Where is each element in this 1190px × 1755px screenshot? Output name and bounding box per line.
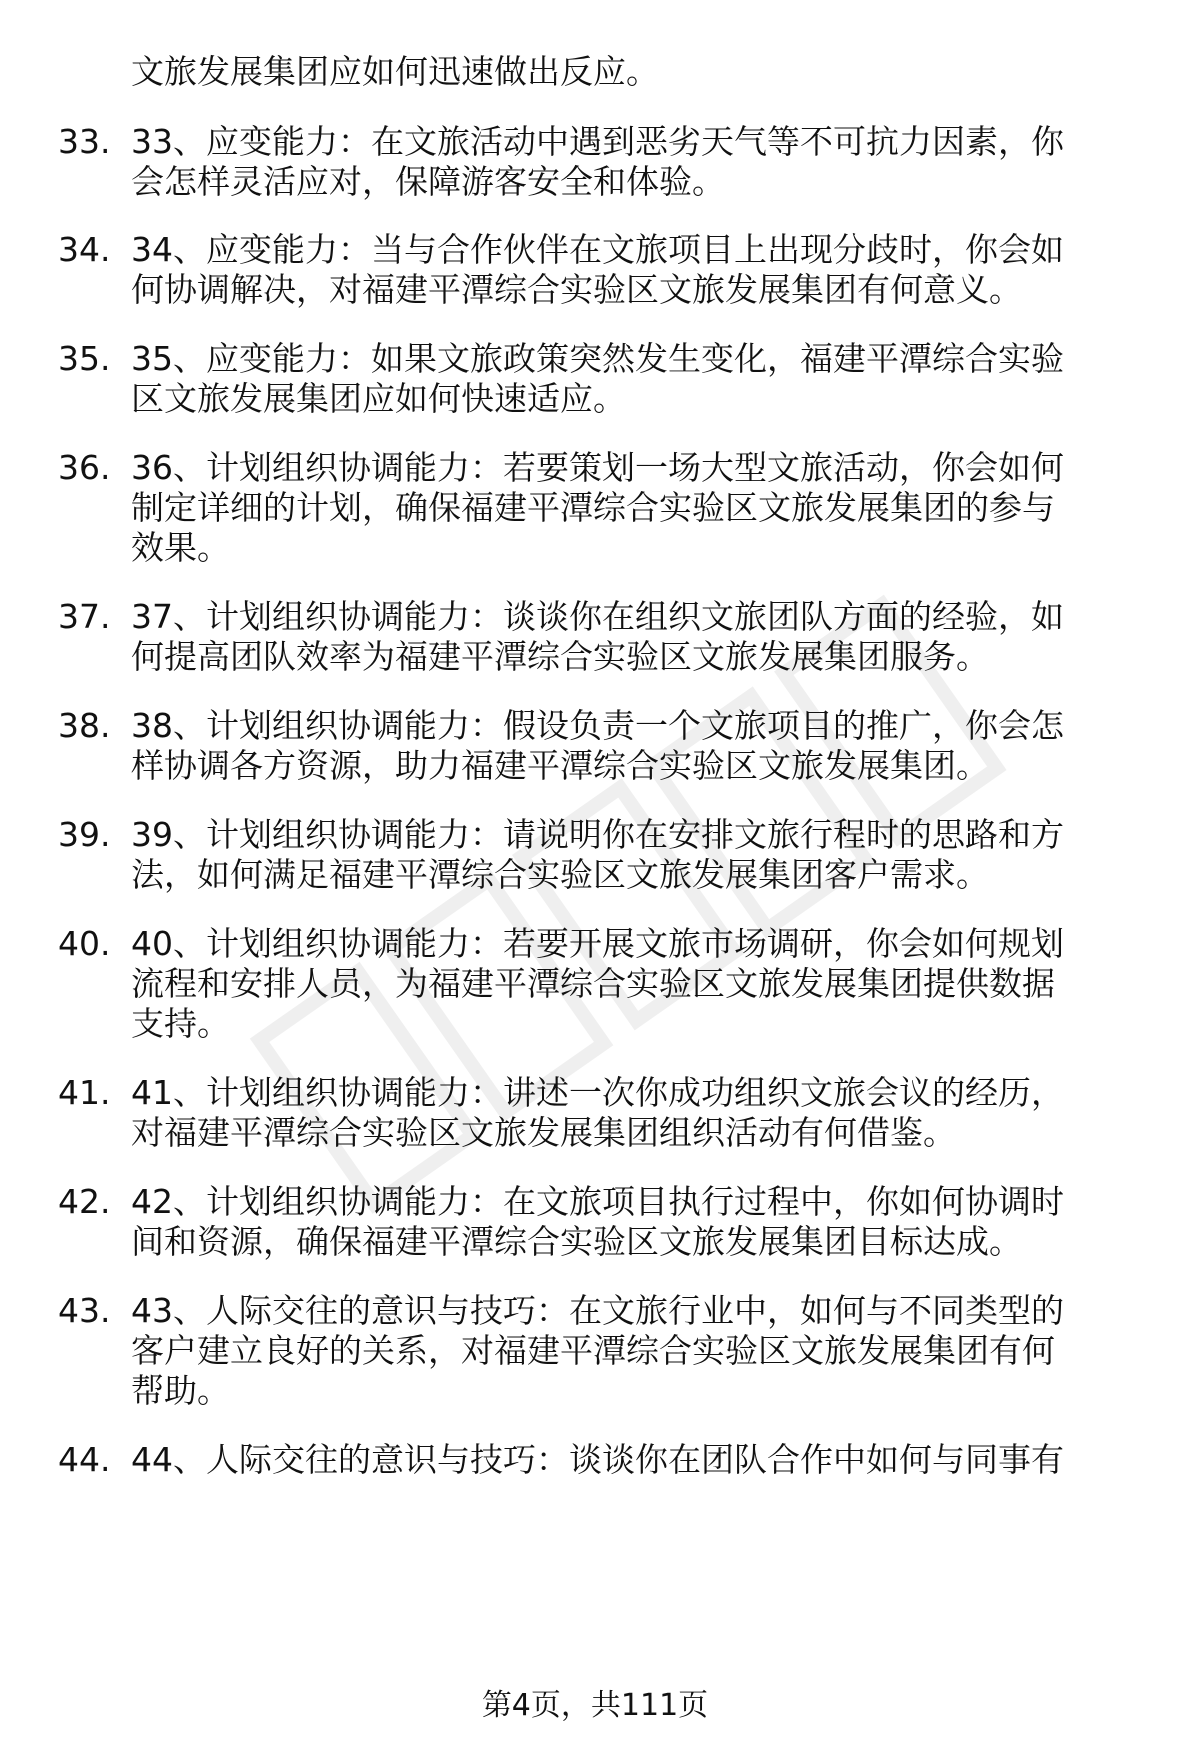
question-text-line: 流程和安排人员，为福建平潭综合实验区文旅发展集团提供数据 — [131, 964, 1055, 1003]
question-text-line: 何提高团队效率为福建平潭综合实验区文旅发展集团服务。 — [131, 637, 989, 676]
question-text-line: 客户建立良好的关系，对福建平潭综合实验区文旅发展集团有何 — [131, 1331, 1055, 1370]
question-text-line: 对福建平潭综合实验区文旅发展集团组织活动有何借鉴。 — [131, 1113, 956, 1152]
question-text-line: 39、计划组织协调能力：请说明你在安排文旅行程时的思路和方 — [131, 815, 1064, 854]
question-text-line: 制定详细的计划，确保福建平潭综合实验区文旅发展集团的参与 — [131, 488, 1055, 527]
question-text-line: 36、计划组织协调能力：若要策划一场大型文旅活动，你会如何 — [131, 448, 1064, 487]
question-number: 42. — [58, 1182, 111, 1221]
question-text-line: 效果。 — [131, 528, 230, 567]
question-text-line: 33、应变能力：在文旅活动中遇到恶劣天气等不可抗力因素，你 — [131, 122, 1064, 161]
question-number: 36. — [58, 448, 111, 487]
question-number: 33. — [58, 122, 111, 161]
question-number: 34. — [58, 230, 111, 269]
question-text-line: 帮助。 — [131, 1371, 230, 1410]
question-text-line: 41、计划组织协调能力：讲述一次你成功组织文旅会议的经历， — [131, 1073, 1064, 1112]
question-text-line: 42、计划组织协调能力：在文旅项目执行过程中，你如何协调时 — [131, 1182, 1064, 1221]
question-number: 41. — [58, 1073, 111, 1112]
question-number: 43. — [58, 1291, 111, 1330]
question-number: 37. — [58, 597, 111, 636]
question-number: 38. — [58, 706, 111, 745]
question-text-line: 37、计划组织协调能力：谈谈你在组织文旅团队方面的经验，如 — [131, 597, 1064, 636]
question-text-line: 样协调各方资源，助力福建平潭综合实验区文旅发展集团。 — [131, 746, 989, 785]
question-text-line: 38、计划组织协调能力：假设负责一个文旅项目的推广，你会怎 — [131, 706, 1064, 745]
question-number: 40. — [58, 924, 111, 963]
question-text-line: 44、人际交往的意识与技巧：谈谈你在团队合作中如何与同事有 — [131, 1440, 1064, 1479]
question-text-line: 支持。 — [131, 1004, 230, 1043]
question-text-line: 何协调解决，对福建平潭综合实验区文旅发展集团有何意义。 — [131, 270, 1022, 309]
question-text-line: 法，如何满足福建平潭综合实验区文旅发展集团客户需求。 — [131, 855, 989, 894]
question-number: 39. — [58, 815, 111, 854]
question-text-line: 区文旅发展集团应如何快速适应。 — [131, 379, 626, 418]
question-number: 35. — [58, 339, 111, 378]
question-number: 44. — [58, 1440, 111, 1479]
question-text-line: 34、应变能力：当与合作伙伴在文旅项目上出现分歧时，你会如 — [131, 230, 1064, 269]
question-text-line: 43、人际交往的意识与技巧：在文旅行业中，如何与不同类型的 — [131, 1291, 1064, 1330]
question-text-line: 间和资源，确保福建平潭综合实验区文旅发展集团目标达成。 — [131, 1222, 1022, 1261]
continuation-text: 文旅发展集团应如何迅速做出反应。 — [131, 52, 659, 91]
question-text-line: 35、应变能力：如果文旅政策突然发生变化，福建平潭综合实验 — [131, 339, 1064, 378]
page-footer: 第4页，共111页 — [481, 1688, 709, 1723]
question-text-line: 会怎样灵活应对，保障游客安全和体验。 — [131, 162, 725, 201]
question-text-line: 40、计划组织协调能力：若要开展文旅市场调研，你会如何规划 — [131, 924, 1064, 963]
